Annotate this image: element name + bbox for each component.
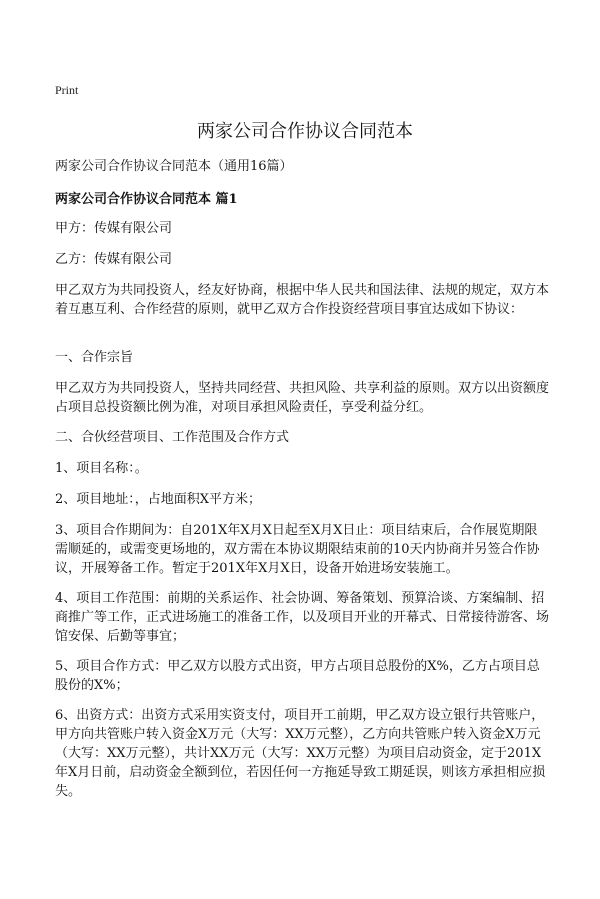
paragraph-purpose: 甲乙双方为共同投资人，坚持共同经营、共担风险、共享利益的原则。双方以出资额度占项目总投资额比例为准，对项目承担风险责任，享受利益分红。 [55,381,550,415]
print-label[interactable]: Print [55,83,79,97]
paragraph-party-a: 甲方：传媒有限公司 [55,221,173,236]
paragraph-item-3: 3、项目合作期间为：自201X年X月X日起至X月X日止：项目结束后，合作展览期限需顺延的，或需变更场地的，双方需在本协议期限结束前的10天内协商并另签合作协议，开展筹备工作。暂定于201X年X月X日，设备开始进场安装施工。 [55,523,540,576]
paragraph-item-5: 5、项目合作方式：甲乙双方以股方式出资，甲方占项目总股份的X%，乙方占项目总股份的X%； [55,659,540,693]
paragraph-preamble: 甲乙双方为共同投资人，经友好协商，根据中华人民共和国法律、法规的规定，双方本着互惠互利、合作经营的原则，就甲乙双方合作投资经营项目事宜达成如下协议： [55,283,550,317]
section-heading: 两家公司合作协议合同范本 篇1 [55,192,238,207]
paragraph-item-4: 4、项目工作范围：前期的关系运作、社会协调、筹备策划、预算洽谈、方案编制、招商推广等工作，正式进场施工的准备工作，以及项目开业的开幕式、日常接待游客、场馆安保、后勤等事宜； [55,591,550,644]
document-title: 两家公司合作协议合同范本 [197,121,413,142]
paragraph-item-1: 1、项目名称：。 [55,461,148,476]
document-subtitle: 两家公司合作协议合同范本（通用16篇） [55,159,293,174]
paragraph-item-6: 6、出资方式：出资方式采用实资支付，项目开工前期，甲乙双方设立银行共管账户，甲方向共管账户转入资金X万元（大写：XX万元整），乙方向共管账户转入资金X万元（大写：XX万元整），共计XX万元（大写：XX万元整）为项目启动资金，定于201X年X月日前，启动资金全额到位，若因任何一方拖延导致工期延误，则该方承担相应损失。 [55,708,546,799]
document-page [55,0,555,899]
heading-scope: 二、合伙经营项目、工作范围及合作方式 [55,430,290,445]
paragraph-item-2: 2、项目地址：，占地面积X平方米； [55,492,262,507]
heading-purpose: 一、合作宗旨 [55,350,134,365]
paragraph-party-b: 乙方：传媒有限公司 [55,252,173,267]
